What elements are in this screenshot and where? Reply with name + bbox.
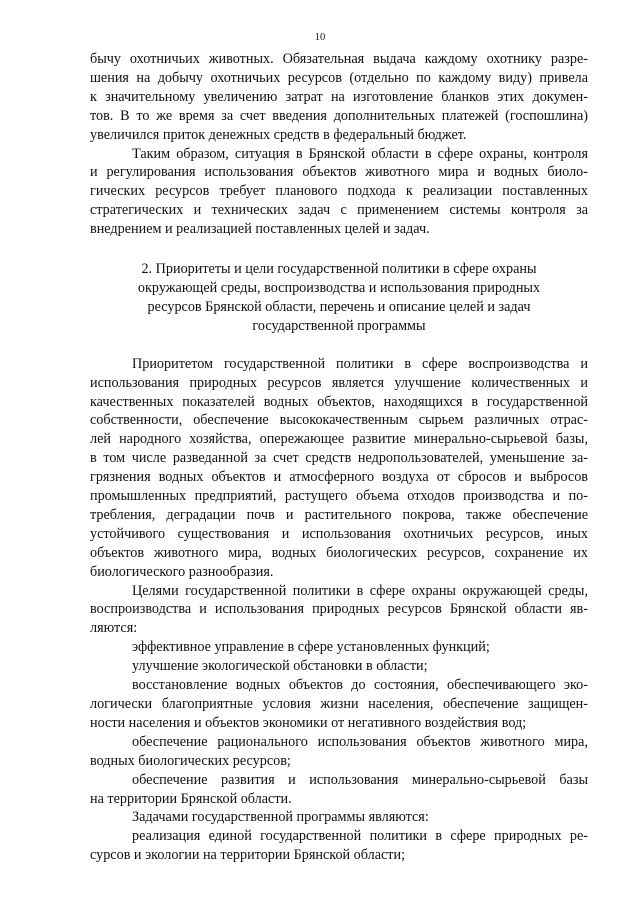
- bottom-paragraphs: [90, 355, 588, 865]
- text-line: Целями государственной политики в сфере охраны окружающей среды,: [132, 582, 588, 599]
- text-line: устойчивого существования и использования охотничьих ресурсов, иных: [90, 525, 588, 542]
- text-line: стратегических и технических задач с применением системы контроля за: [90, 202, 588, 219]
- text-line: использования природных ресурсов является улучшение количественных и: [90, 374, 588, 391]
- paragraph: [90, 733, 588, 771]
- paragraph: [90, 145, 588, 240]
- text-line: объектов животного мира, водных биологических ресурсов, сохранение их: [90, 544, 588, 561]
- paragraph: [90, 355, 588, 582]
- text-line: Приоритетом государственной политики в сфере воспроизводства и: [132, 355, 588, 372]
- page-number: 10: [314, 32, 326, 43]
- paragraph: [90, 657, 588, 676]
- text-line: лей народного хозяйства, опережающее развитие минерально-сырьевой базы,: [90, 431, 588, 448]
- heading-line: ресурсов Брянской области, перечень и описание целей и задач: [147, 298, 531, 315]
- paragraph: [90, 808, 588, 827]
- text-line: тов. В то же время за счет введения дополнительных платежей (госпошлина): [90, 107, 588, 124]
- text-line: восстановление водных объектов до состояния, обеспечивающего эко-: [132, 677, 588, 694]
- text-line: собственности, обеспечение высококачественным сырьем различных отрас-: [90, 412, 588, 429]
- text-line: в том числе разведанной за счет средств недропользователей, уменьшение за-: [90, 450, 588, 467]
- text-line: Задачами государственной программы являются:: [132, 809, 429, 826]
- heading-line: 2. Приоритеты и цели государственной политики в сфере охраны: [141, 261, 537, 278]
- text-line: эффективное управление в сфере установленных функций;: [132, 639, 490, 656]
- text-line: грязнения водных объектов и атмосферного воздуха от сбросов и выбросов: [90, 469, 588, 486]
- text-line: улучшение экологической обстановки в области;: [132, 658, 428, 675]
- text-line: на территории Брянской области.: [90, 790, 292, 807]
- section-heading: [90, 260, 588, 336]
- text-line: шения на добычу охотничьих ресурсов (отдельно по каждому виду) привела: [90, 69, 588, 86]
- paragraph: [90, 676, 588, 733]
- document-body: [90, 50, 588, 865]
- text-line: бычу охотничьих животных. Обязательная выдача каждому охотнику разре-: [90, 51, 588, 67]
- text-line: ности населения и объектов экономики от негативного воздействия вод;: [90, 714, 527, 731]
- text-line: и регулирования использования объектов животного мира и водных биоло-: [90, 164, 588, 181]
- paragraph: [90, 582, 588, 639]
- text-line: обеспечение развития и использования минерально-сырьевой базы: [132, 771, 588, 788]
- paragraph: [90, 50, 588, 145]
- text-line: сурсов и экологии на территории Брянской области;: [90, 847, 406, 864]
- paragraph: [90, 638, 588, 657]
- text-line: воспроизводства и использования природных ресурсов Брянской области яв-: [90, 601, 588, 618]
- text-line: требления, деградации почв и растительного покрова, также обеспечение: [90, 506, 588, 523]
- text-line: качественных показателей водных объектов, находящихся в государственной: [90, 393, 588, 410]
- text-line: Таким образом, ситуация в Брянской области в сфере охраны, контроля: [132, 145, 588, 162]
- text-line: увеличился приток денежных средств в федеральный бюджет.: [90, 126, 467, 143]
- text-line: реализация единой государственной политики в сфере природных ре-: [132, 828, 588, 845]
- text-line: ляются:: [90, 620, 138, 637]
- paragraph: [90, 827, 588, 865]
- top-paragraphs: [90, 50, 588, 239]
- heading-line: окружающей среды, воспроизводства и использования природных: [137, 279, 541, 296]
- text-line: внедрением и реализацией поставленных целей и задач.: [90, 221, 430, 238]
- paragraph: [90, 771, 588, 809]
- text-line: обеспечение рационального использования объектов животного мира,: [132, 733, 588, 750]
- text-line: биологического разнообразия.: [90, 563, 274, 580]
- text-line: промышленных предприятий, растущего объема отходов производства и по-: [90, 488, 588, 505]
- text-line: гических ресурсов требует планового подхода к реализации поставленных: [90, 183, 588, 200]
- heading-line: государственной программы: [252, 317, 426, 334]
- text-line: логически благоприятные условия жизни населения, обеспечение защищен-: [90, 696, 588, 712]
- text-line: к значительному увеличению затрат на изготовление бланков этих докумен-: [90, 88, 588, 105]
- text-line: водных биологических ресурсов;: [90, 752, 291, 769]
